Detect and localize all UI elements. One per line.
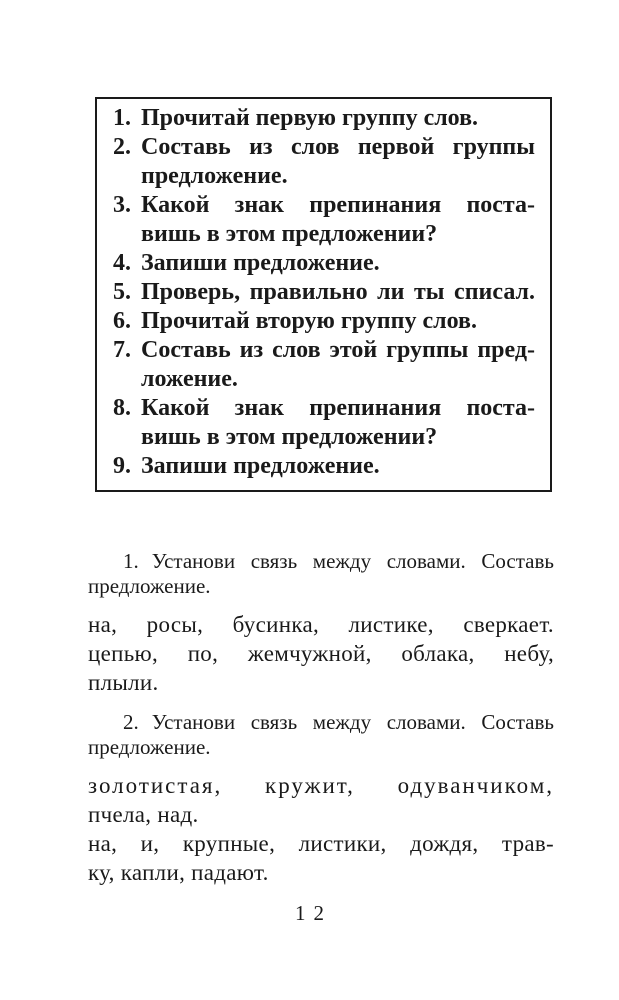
- exercise-task: [88, 549, 554, 574]
- item-line: вишь в этом предложении?: [141, 424, 438, 450]
- item-line: Прочитай первую группу слов.: [141, 105, 479, 131]
- instruction-item: [113, 278, 535, 307]
- exercise-task-line: предложение.: [88, 735, 211, 759]
- word-group-line: плыли.: [88, 670, 159, 695]
- item-line: Запиши предложение.: [141, 250, 380, 276]
- item-number: 9.: [113, 453, 131, 479]
- exercise-task: [88, 710, 554, 735]
- item-line: Какой знак препинания поста-: [141, 395, 535, 421]
- item-number: 3.: [113, 192, 131, 218]
- item-line: ложение.: [141, 366, 238, 392]
- instruction-item: [113, 133, 535, 191]
- instruction-item: [113, 307, 535, 336]
- item-number: 2.: [113, 134, 131, 160]
- instruction-item: [113, 249, 535, 278]
- word-group: [88, 771, 554, 887]
- item-line: Составь из слов этой группы пред-: [141, 337, 535, 363]
- instruction-item: [113, 336, 535, 394]
- exercises-section: [88, 549, 554, 887]
- item-number: 8.: [113, 395, 131, 421]
- item-line: предложение.: [141, 163, 288, 189]
- exercise-task-line: Установи связь между словами. Составь: [151, 710, 554, 734]
- item-number: 1.: [113, 105, 131, 131]
- word-group-line: на, и, крупные, листики, дождя, трав-: [88, 831, 554, 856]
- instruction-box: [95, 97, 552, 492]
- instruction-item: [113, 104, 535, 133]
- item-line: Составь из слов первой группы: [141, 134, 535, 160]
- item-number: 7.: [113, 337, 131, 363]
- item-line: Проверь, правильно ли ты списал.: [141, 279, 535, 305]
- word-group: [88, 610, 554, 697]
- item-line: Какой знак препинания поста-: [141, 192, 535, 218]
- exercise-task-line: Установи связь между словами. Составь: [151, 549, 554, 573]
- exercise-2: [88, 710, 554, 887]
- word-group-line: золотистая, кружит, одуванчиком,: [88, 773, 554, 798]
- item-line: вишь в этом предложении?: [141, 221, 438, 247]
- item-line: Запиши предложение.: [141, 453, 380, 479]
- exercise-task-line: предложение.: [88, 574, 211, 598]
- word-group-line: ку, капли, падают.: [88, 860, 269, 885]
- instruction-item: [113, 191, 535, 249]
- page-number: 12: [295, 901, 332, 925]
- item-number: 6.: [113, 308, 131, 334]
- item-line: Прочитай вторую группу слов.: [141, 308, 477, 334]
- exercise-1: [88, 549, 554, 697]
- exercise-number: 1.: [123, 549, 139, 573]
- word-group-line: пчела, над.: [88, 802, 199, 827]
- exercise-number: 2.: [123, 710, 139, 734]
- instruction-item: [113, 452, 535, 481]
- word-group-line: цепью, по, жемчужной, облака, небу,: [88, 641, 554, 666]
- item-number: 4.: [113, 250, 131, 276]
- word-group-line: на, росы, бусинка, листике, сверкает.: [88, 612, 554, 637]
- item-number: 5.: [113, 279, 131, 305]
- instruction-item: [113, 394, 535, 452]
